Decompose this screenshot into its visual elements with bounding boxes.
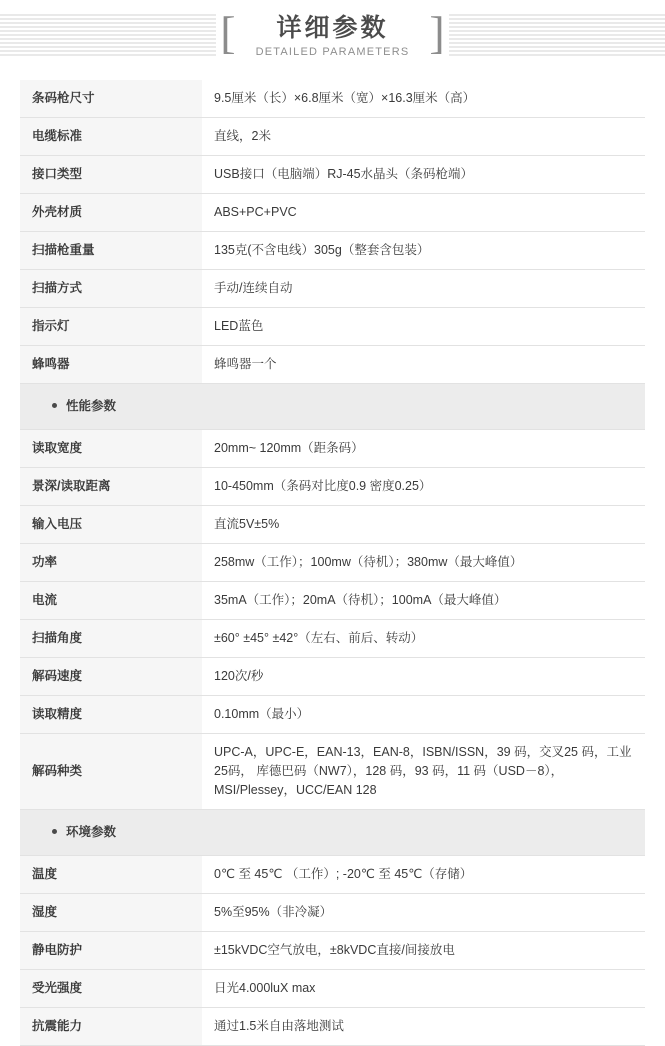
spec-value-cell: 258mw（工作）；100mw（待机）；380mw（最大峰值） [202, 544, 645, 582]
spec-label-cell: 温度 [20, 856, 202, 894]
spec-label-cell: 电缆标准 [20, 118, 202, 156]
spec-label-cell: 蜂鸣器 [20, 346, 202, 384]
page-title [246, 13, 420, 60]
section-header-cell [20, 810, 645, 856]
spec-value-cell: 手动/连续自动 [202, 270, 645, 308]
spec-value-cell: 5%至95%（非冷凝） [202, 894, 645, 932]
spec-label-cell: 解码速度 [20, 658, 202, 696]
table-row [20, 430, 645, 468]
page-title-cn: 详细参数 [276, 13, 389, 42]
spec-value-cell: 120次/秒 [202, 658, 645, 696]
table-row [20, 582, 645, 620]
spec-label-cell: 湿度 [20, 894, 202, 932]
spec-label-cell: 读取精度 [20, 696, 202, 734]
table-row [20, 932, 645, 970]
table-row [20, 658, 645, 696]
table-row [20, 894, 645, 932]
table-row [20, 308, 645, 346]
table-row [20, 80, 645, 118]
section-header-label: 性能参数 [66, 399, 117, 413]
spec-label-cell: 电流 [20, 582, 202, 620]
spec-label-cell: 扫描枪重量 [20, 232, 202, 270]
spec-label-cell: 条码枪尺寸 [20, 80, 202, 118]
section-header-label: 环境参数 [66, 825, 117, 839]
table-row [20, 1008, 645, 1046]
section-header-row [20, 810, 645, 856]
section-header-row [20, 384, 645, 430]
spec-value-cell: 通过1.5米自由落地测试 [202, 1008, 645, 1046]
spec-label-cell: 读取宽度 [20, 430, 202, 468]
spec-label-cell: 扫描方式 [20, 270, 202, 308]
spec-label-cell: 指示灯 [20, 308, 202, 346]
spec-value-cell: ±15kVDC空气放电，±8kVDC直接/间接放电 [202, 932, 645, 970]
table-row [20, 270, 645, 308]
bracket-left-icon: [ [220, 7, 236, 58]
spec-label-cell: 解码种类 [20, 734, 202, 810]
spec-label-cell: 受光强度 [20, 970, 202, 1008]
page-title-en: DETAILED PARAMETERS [255, 45, 410, 58]
spec-value-cell: 35mA（工作）；20mA（待机）；100mA（最大峰值） [202, 582, 645, 620]
table-row [20, 346, 645, 384]
table-row [20, 970, 645, 1008]
table-row [20, 194, 645, 232]
spec-value-cell: 135克(不含电线）305g（整套含包装） [202, 232, 645, 270]
table-row [20, 506, 645, 544]
table-row [20, 620, 645, 658]
page-header [0, 0, 665, 72]
spec-value-cell: 9.5厘米（长）×6.8厘米（宽）×16.3厘米（高） [202, 80, 645, 118]
bracket-right-icon: ] [429, 7, 445, 58]
table-row [20, 734, 645, 810]
spec-label-cell: 抗震能力 [20, 1008, 202, 1046]
spec-value-cell: 直流5V±5% [202, 506, 645, 544]
spec-value-cell: 0℃ 至 45℃ （工作）; -20℃ 至 45℃（存储） [202, 856, 645, 894]
spec-value-cell: 直线，2米 [202, 118, 645, 156]
table-row [20, 696, 645, 734]
table-row [20, 468, 645, 506]
spec-label-cell: 输入电压 [20, 506, 202, 544]
spec-value-cell: 日光4.000luX max [202, 970, 645, 1008]
spec-label-cell: 静电防护 [20, 932, 202, 970]
spec-label-cell: 扫描角度 [20, 620, 202, 658]
spec-value-cell: ABS+PC+PVC [202, 194, 645, 232]
table-row [20, 232, 645, 270]
spec-value-cell: 0.10mm（最小） [202, 696, 645, 734]
spec-value-cell: 蜂鸣器一个 [202, 346, 645, 384]
bullet-icon [52, 403, 57, 408]
spec-value-cell: ±60° ±45° ±42°（左右、前后、转动） [202, 620, 645, 658]
header-title-group [216, 7, 448, 62]
spec-value-cell: LED蓝色 [202, 308, 645, 346]
spec-label-cell: 景深/读取距离 [20, 468, 202, 506]
section-header-cell [20, 384, 645, 430]
table-row [20, 544, 645, 582]
spec-value-cell: USB接口（电脑端）RJ-45水晶头（条码枪端） [202, 156, 645, 194]
spec-value-cell: UPC-A，UPC-E，EAN-13，EAN-8，ISBN/ISSN，39 码，交叉25 码，工业25码， 库德巴码（NW7），128 码，93 码，11 码（USD－8），MSI/Plessey，UCC/EAN 128 [202, 734, 645, 810]
table-row [20, 856, 645, 894]
table-row [20, 118, 645, 156]
spec-label-cell: 功率 [20, 544, 202, 582]
bullet-icon [52, 829, 57, 834]
spec-value-cell: 20mm~ 120mm（距条码） [202, 430, 645, 468]
spec-label-cell: 外壳材质 [20, 194, 202, 232]
table-row [20, 156, 645, 194]
specification-table [20, 80, 645, 1046]
spec-label-cell: 接口类型 [20, 156, 202, 194]
spec-value-cell: 10-450mm（条码对比度0.9 密度0.25） [202, 468, 645, 506]
